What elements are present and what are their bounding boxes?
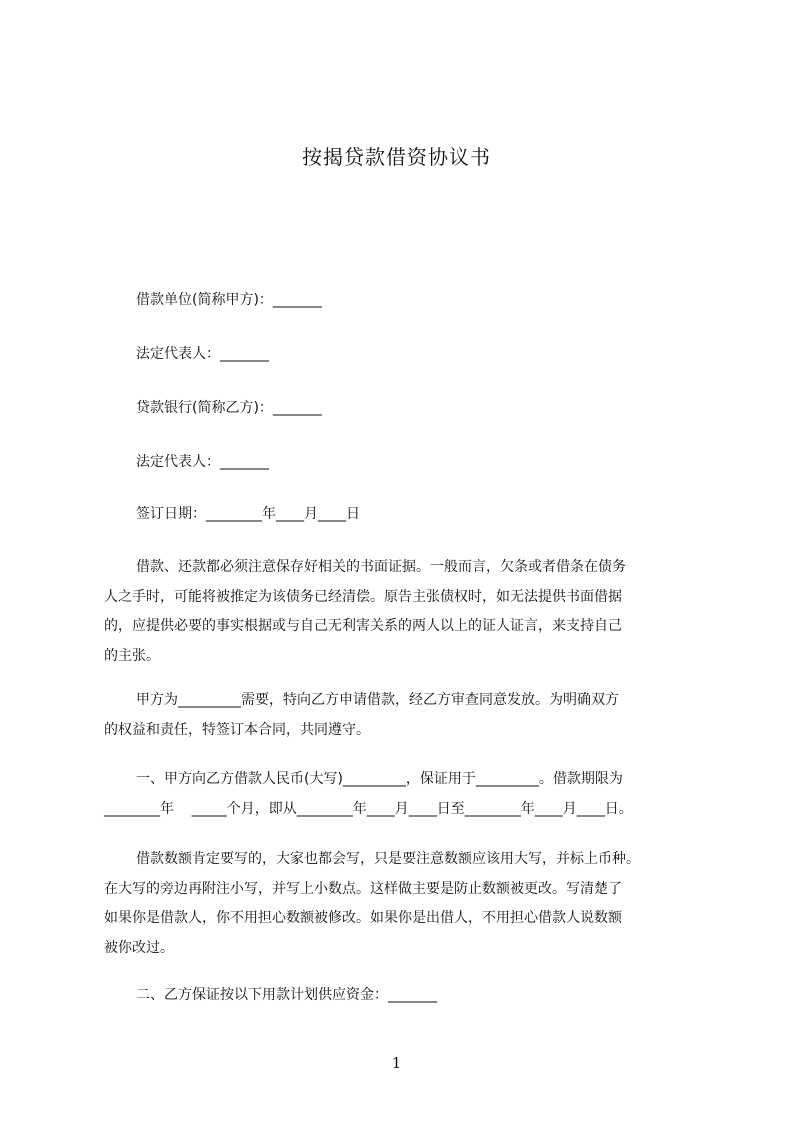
paragraph-line: 借款数额肯定要写的，大家也都会写，只是要注意数额应该用大写，并标上币种。 [136,851,640,867]
paragraph-line: 被你改过。 [104,939,174,956]
paragraph-line: 甲方为_________需要，特向乙方申请借款，经乙方审查同意发放。为明确双方 [136,692,619,708]
paragraph-line: 在大写的旁边再附注小写，并写上小数点。这样做主要是防止数额被更改。写清楚了 [104,880,622,897]
paragraph-line: 人之手时，可能将被推定为该债务已经清偿。原告主张债权时，如无法提供书面借据 [104,588,622,605]
paragraph-line: 一、甲方向乙方借款人民币(大写)_________，保证用于_________。借款期限为 [136,771,623,787]
paragraph-line: ________年 _____个月，即从________年____月____日至________年____月____日。 [104,800,633,817]
page-number: 1 [391,1054,402,1072]
sign-date-field: 签订日期：________年____月____日 [136,506,360,522]
borrower-field: 借款单位(简称甲方)：_______ [136,292,322,308]
clause-one [104,765,704,824]
paragraph-line: 的主张。 [104,647,160,664]
paragraph-line: 如果你是借款人，你不用担心数额被修改。如果你是出借人，不用担心借款人说数额 [104,910,622,926]
paragraph-line: 的，应提供必要的事实根据或与自己无利害关系的两人以上的证人证言，来支持自己 [104,618,622,634]
document-title: 按揭贷款借资协议书 [302,145,491,169]
paragraph-application [104,686,704,745]
paragraph-amount-note [104,845,704,963]
borrower-representative-field: 法定代表人：_______ [136,346,269,362]
paragraph-evidence [104,553,704,671]
clause-two: 二、乙方保证按以下用款计划供应资金：_______ [136,987,437,1003]
lender-representative-field: 法定代表人：_______ [136,454,269,470]
paragraph-line: 借款、还款都必须注意保存好相关的书面证据。一般而言，欠条或者借条在债务 [136,559,626,575]
paragraph-line: 的权益和责任，特签订本合同，共同遵守。 [104,721,370,738]
lender-field: 贷款银行(简称乙方)：_______ [136,400,322,416]
